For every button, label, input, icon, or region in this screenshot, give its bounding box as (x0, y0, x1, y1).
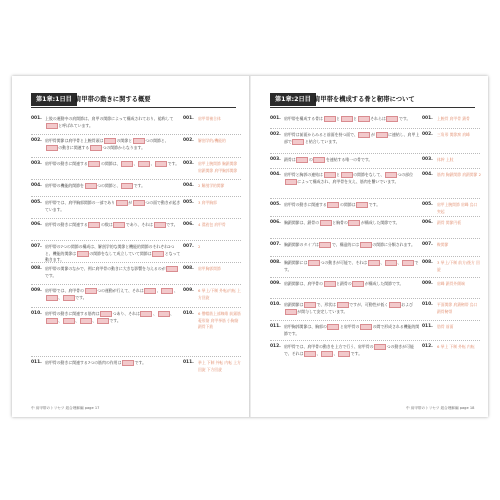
answer-blank (304, 302, 316, 308)
question-text-segment: 、 (133, 161, 138, 167)
answer-text: 3 肩甲胸郭 (198, 200, 217, 205)
answer-blank (88, 222, 100, 228)
question-text-segment: 、 (150, 161, 155, 167)
answer-text: 肩甲帯複合体 (198, 116, 221, 121)
answer-blank (374, 344, 386, 350)
question-text-segment: つの動きが可能で、それは (320, 260, 368, 266)
question-text (45, 138, 181, 152)
answer-blank (341, 116, 353, 122)
question-text-segment: です。 (109, 318, 121, 323)
question-text-segment: と (336, 172, 340, 178)
question-number: 003. (31, 161, 42, 166)
question-number: 001. (270, 116, 281, 121)
question-text-segment: つの動きが可能で、それは (284, 344, 414, 356)
question-number: 002. (270, 132, 281, 137)
question-text-segment: となって動きます。 (45, 250, 181, 263)
answer-text: 3 挙上/下制 前方/後方 回旋 (437, 260, 480, 272)
question-text-segment: です。 (75, 295, 87, 300)
question-text-segment: 肩鎖関節は、肩甲骨の (284, 281, 323, 287)
question-text-segment: 肩甲帯では、肩甲胸郭関節の一部であり (45, 200, 116, 206)
answer-blank (360, 324, 372, 330)
question-number: 002. (31, 138, 42, 143)
row-divider (31, 134, 241, 135)
right-page-title: 肩甲帯を構成する骨と靭帯について (314, 96, 415, 103)
question-number: 010. (270, 302, 281, 307)
answer-text: 6 挙上/下制 外転/内転 上方回旋 (198, 288, 241, 300)
answer-blank (138, 161, 150, 167)
answer-blank (321, 351, 333, 357)
question-number: 006. (270, 220, 281, 225)
question-text-segment: つの関節と、 (145, 138, 169, 144)
answer-blank (158, 311, 170, 317)
answer-text: 挙上 下制 外転 内転 上方回旋 下方回旋 (198, 360, 241, 372)
answer-number: 011. (183, 360, 194, 365)
question-text-segment: です。 (45, 272, 57, 278)
row-divider (270, 153, 480, 154)
question-number: 009. (31, 288, 42, 293)
question-text (284, 302, 420, 316)
answer-blank (360, 242, 372, 248)
question-text-segment: が構成した関節です。 (360, 220, 400, 226)
answer-text: 肩甲上腕関節 肩峰 烏口突起 (437, 202, 478, 214)
question-text (45, 266, 181, 279)
answer-number: 005. (183, 200, 194, 205)
row-divider (31, 240, 241, 241)
question-text (45, 360, 181, 367)
question-text-segment: 、 (380, 260, 385, 266)
question-text (45, 183, 181, 190)
answer-number: 001. (183, 116, 194, 121)
answer-blank (324, 172, 336, 178)
answer-blank (90, 145, 102, 151)
answer-blank (144, 288, 156, 294)
question-number: 011. (270, 324, 281, 329)
question-text (284, 172, 420, 186)
question-text-segment: です。 (167, 161, 180, 167)
row-divider (270, 340, 480, 341)
answer-number: 003. (422, 157, 433, 162)
answer-blank (319, 242, 331, 248)
question-text-segment: 、 (58, 318, 63, 323)
answer-text: 肩甲胸郭関節 (198, 266, 221, 271)
question-number: 005. (270, 202, 281, 207)
answer-blank (85, 288, 97, 294)
question-text-segment: 肩鎖関節は (284, 302, 304, 308)
question-text-segment: つの部位 (397, 172, 413, 178)
question-text-segment: の動きに関連する (58, 145, 90, 150)
answer-blank (320, 220, 332, 226)
question-text-segment: の関節と (116, 138, 133, 144)
answer-blank (358, 116, 370, 122)
question-text (45, 161, 181, 168)
answer-number: 008. (422, 260, 433, 265)
question-number: 011. (31, 360, 42, 365)
row-divider (270, 198, 480, 199)
question-text-segment: と呼ばれています。 (58, 122, 93, 128)
row-divider (270, 298, 480, 299)
answer-text: 筋肉 胸鎖関節 肩鎖関節 2 (437, 172, 482, 177)
question-text-segment: 、 (75, 318, 80, 323)
answer-blank (46, 123, 58, 129)
question-text-segment: と (353, 116, 358, 122)
question-text (284, 242, 420, 249)
question-text-segment: 肩甲骨の動きに関連する (45, 222, 88, 228)
answer-blank (46, 318, 58, 324)
answer-blank (313, 157, 325, 163)
question-text (284, 344, 420, 358)
question-number: 004. (31, 183, 42, 188)
answer-number: 007. (183, 244, 194, 249)
question-text-segment: 、 (173, 288, 178, 294)
answer-blank (376, 132, 388, 138)
answer-blank (348, 220, 360, 226)
answer-blank (338, 351, 350, 357)
question-text-segment: の関節は (339, 202, 356, 208)
open-book (12, 76, 488, 417)
question-number: 004. (270, 172, 281, 177)
question-text-segment: に連結し、肩甲上部で (284, 132, 420, 144)
answer-number: 009. (183, 288, 194, 293)
question-text (284, 202, 420, 209)
question-text-segment: です。 (399, 116, 411, 122)
question-number: 006. (31, 222, 42, 227)
question-text-segment: と胸骨の (332, 220, 348, 226)
question-text-segment: 胸鎖関節には (284, 260, 308, 266)
answer-blank (121, 161, 133, 167)
row-divider (270, 128, 480, 129)
answer-blank (154, 222, 166, 228)
question-text-segment: の関節をなして成立していて関節は (89, 250, 152, 256)
question-text-segment: で、形状は (316, 302, 337, 308)
answer-number: 004. (422, 172, 433, 177)
answer-blank (292, 139, 304, 145)
question-text-segment: が (128, 200, 133, 206)
question-text-segment: 肩甲骨は前面からみると前面を持つ面で、 (284, 132, 358, 138)
question-text-segment: の関節をなして、 (353, 172, 385, 178)
answer-number: 007. (422, 242, 433, 247)
row-divider (270, 320, 480, 321)
answer-blank (385, 260, 397, 266)
right-page (256, 76, 484, 417)
question-text-segment: の関節は、 (100, 161, 121, 167)
question-text-segment: つの面で動きが起きています。 (45, 200, 181, 212)
row-divider (270, 238, 480, 239)
question-number: 001. (31, 116, 42, 121)
question-text (45, 200, 181, 213)
answer-text: 2 解剖学的関節 (198, 183, 225, 188)
question-text (45, 244, 181, 264)
question-text (284, 132, 420, 146)
question-text-segment: 、 (153, 311, 157, 317)
answer-blank (104, 138, 116, 144)
question-text-segment: であり、それは (125, 222, 154, 228)
question-text-segment: 鎖骨は (284, 157, 296, 163)
answer-text: 4 滑液包 肩甲骨 (198, 222, 226, 227)
answer-text: 鎖骨 関節円板 (437, 220, 461, 225)
row-divider (31, 157, 241, 158)
right-chapter-badge: 第1章:2日目 (270, 93, 316, 106)
row-divider (31, 196, 241, 197)
row-divider (270, 277, 480, 278)
answer-blank (285, 309, 297, 315)
answer-blank (88, 161, 100, 167)
answer-number: 003. (183, 161, 194, 166)
answer-blank (358, 132, 370, 138)
question-text (284, 260, 420, 273)
question-text-segment: 、 (333, 351, 338, 356)
answer-number: 004. (183, 183, 194, 188)
question-number: 012. (270, 344, 281, 349)
question-text-segment: 、 (397, 260, 402, 266)
answer-blank (385, 172, 397, 178)
answer-text: 三角形 関節窩 肩峰 (437, 132, 470, 137)
question-text-segment: が関与して安定しています。 (297, 309, 348, 314)
question-text-segment: と (336, 116, 340, 122)
answer-number: 009. (422, 281, 433, 286)
row-divider (31, 307, 241, 308)
answer-text: 2 (198, 244, 201, 249)
answer-text: 肩峰 鎖骨外側端 (437, 281, 465, 286)
answer-blank (304, 351, 316, 357)
question-text-segment: つの関節と、 (97, 183, 121, 189)
answer-number: 011. (422, 324, 433, 329)
question-text (284, 220, 420, 227)
answer-text: 肩甲上腕関節 胸鎖関節 肩鎖関節 肩甲胸郭関節 (198, 161, 238, 173)
answer-text: 肋骨 前面 (437, 324, 454, 329)
question-text-segment: と鎖骨の (336, 281, 352, 287)
question-text-segment: が構成した関節です。 (364, 281, 404, 287)
left-footer: 中 肩甲帯のトリセツ 総合理解編 page 17 (31, 406, 100, 410)
question-text (284, 324, 420, 337)
answer-blank (389, 302, 401, 308)
answer-blank (63, 295, 75, 301)
question-text-segment: 肩甲帯では、肩甲骨の (45, 288, 84, 294)
left-chapter-badge: 第1章:1日目 (31, 93, 77, 106)
row-divider (31, 218, 241, 219)
question-text-segment: と結合しています。 (304, 139, 340, 144)
question-text-segment: 肩甲帯の動きに関連する (45, 161, 88, 167)
answer-number: 006. (183, 222, 194, 227)
question-text-segment: です。 (133, 183, 145, 189)
question-text-segment: つの関節からなります。 (102, 145, 145, 150)
question-text (284, 281, 420, 288)
answer-blank (166, 266, 178, 272)
question-number: 009. (270, 281, 281, 286)
answer-text: 6 挙上 下制 外転 内転 (437, 344, 475, 349)
answer-blank (85, 183, 97, 189)
answer-blank (77, 251, 89, 257)
question-text-segment: の数は (100, 222, 113, 228)
answer-blank (161, 288, 173, 294)
row-divider (31, 356, 241, 357)
answer-number: 002. (422, 132, 433, 137)
answer-blank (46, 295, 58, 301)
row-divider (270, 216, 480, 217)
answer-number: 005. (422, 202, 433, 207)
answer-blank (80, 318, 92, 324)
answer-blank (133, 138, 145, 144)
answer-blank (116, 200, 128, 206)
question-text-segment: ですが、可動性が低く (349, 302, 389, 308)
question-number: 010. (31, 311, 42, 316)
answer-number: 008. (183, 266, 194, 271)
question-text (45, 311, 181, 325)
question-number: 008. (270, 260, 281, 265)
question-text (45, 288, 181, 302)
answer-blank (121, 183, 133, 189)
question-text-segment: 上肢の運動中の肩関節は、肩甲の関節によって構成されており、総称して (45, 116, 174, 121)
question-text-segment: 肩甲骨の動きに関連する筋肉は (45, 311, 100, 317)
row-divider (270, 256, 480, 257)
book-spine (249, 76, 251, 417)
answer-text: 平面関節 肩鎖靭帯 烏口鎖骨靭帯 (437, 302, 478, 314)
answer-blank (324, 281, 336, 287)
answer-blank (152, 251, 164, 257)
question-text-segment: 肩甲骨の動きに関連する (284, 202, 327, 208)
answer-blank (386, 116, 398, 122)
row-divider (31, 262, 241, 263)
question-text-segment: によって構成され、肩甲骨を支え、筋肉を繋いでいます。 (297, 179, 399, 184)
answer-blank (341, 172, 353, 178)
answer-blank (402, 260, 414, 266)
answer-blank (97, 318, 109, 324)
question-text-segment: 、 (156, 288, 161, 294)
right-header (270, 93, 475, 108)
row-divider (31, 179, 241, 180)
question-number: 008. (31, 266, 42, 271)
answer-blank (327, 202, 339, 208)
question-text-segment: の (308, 157, 313, 163)
answer-blank (356, 202, 368, 208)
answer-text: 6 僧帽筋上部線維 前鋸筋 菱形筋 肩甲挙筋 小胸筋 鎖骨下筋 (198, 311, 241, 330)
question-text-segment: と肩甲骨の (339, 324, 360, 330)
answer-number: 010. (183, 311, 194, 316)
question-number: 007. (31, 244, 42, 249)
answer-number: 006. (422, 220, 433, 225)
question-text-segment: の間で形成される機能的関節です。 (284, 324, 420, 336)
answer-blank (337, 302, 349, 308)
answer-blank (327, 324, 339, 330)
answer-text: 体幹 上肢 (437, 157, 454, 162)
question-text-segment: および (401, 302, 413, 308)
question-text-segment: 肩甲骨の動きに関連する7つの筋肉の作用は (45, 360, 122, 366)
question-text-segment: です。 (134, 360, 146, 366)
question-text-segment: です。 (368, 202, 381, 208)
answer-text: 解剖学的/機能的 (198, 138, 226, 143)
question-text-segment: で、構造的には (332, 242, 360, 248)
answer-blank (324, 116, 336, 122)
question-text-segment: 、 (92, 318, 97, 323)
question-text-segment: 肩甲骨では、肩甲骨の動きを上方で行う、肩甲骨の (284, 344, 374, 350)
question-text-segment: 胸鎖関節は、鎖骨の (284, 220, 320, 226)
answer-text: 上腕骨 肩甲骨 鎖骨 (437, 116, 470, 121)
row-divider (270, 168, 480, 169)
question-number: 003. (270, 157, 281, 162)
question-text (284, 116, 420, 123)
question-text-segment: それらは (370, 116, 386, 122)
answer-blank (368, 260, 380, 266)
answer-blank (63, 318, 75, 324)
answer-number: 002. (183, 138, 194, 143)
answer-blank (296, 157, 308, 163)
left-page-title: 肩甲帯の動きに関する概要 (75, 96, 151, 103)
answer-blank (285, 179, 297, 185)
question-text-segment: です。 (166, 222, 178, 228)
question-text-segment: です。 (284, 260, 419, 272)
answer-blank (133, 200, 145, 206)
question-text-segment: 、 (316, 351, 321, 356)
answer-number: 001. (422, 116, 433, 121)
row-divider (31, 284, 241, 285)
question-number: 007. (270, 242, 281, 247)
question-text (45, 222, 181, 229)
left-header (31, 93, 236, 108)
answer-number: 012. (422, 344, 433, 349)
answer-blank (122, 360, 134, 366)
answer-blank (113, 222, 125, 228)
question-text-segment: つあり、それは (112, 311, 140, 317)
question-text-segment: 肩甲帯の機能的関節を (45, 183, 84, 189)
question-text-segment: です。 (350, 351, 363, 356)
question-text-segment: が (371, 132, 375, 138)
question-text-segment: 肩甲帯を構成する骨は (284, 116, 323, 122)
answer-blank (140, 311, 152, 317)
question-text-segment: 胸鎖関節のタイプは (284, 242, 319, 248)
question-text-segment: を連結する唯一の骨です。 (325, 157, 373, 163)
right-footer: 中 肩甲帯のトリセツ 総合理解編 page 18 (406, 406, 475, 410)
answer-blank (46, 145, 58, 151)
left-page (17, 76, 245, 417)
answer-blank (352, 281, 364, 287)
question-text-segment: の関節に分類されます。 (372, 242, 415, 248)
answer-text: 鞍関節 (437, 242, 449, 247)
answer-blank (308, 260, 320, 266)
answer-number: 010. (422, 302, 433, 307)
answer-blank (155, 161, 167, 167)
question-number: 005. (31, 200, 42, 205)
question-text-segment: つの運動が行えて、それは (97, 288, 144, 294)
question-text-segment: 肩甲胸郭関節は、胸郭の (284, 324, 327, 330)
question-text-segment: 肩甲骨関節は肩甲骨と上腕骨頭は (45, 138, 104, 144)
question-text-segment: 肩甲帯の7つの関節の構成は、解剖学的な関節と機能的関節のそれぞれ2つと、機能的関節は (45, 244, 175, 256)
answer-blank (100, 311, 112, 317)
question-text-segment: 、 (58, 295, 63, 300)
question-text (284, 157, 420, 164)
question-text (45, 116, 181, 129)
question-text-segment: 、 (170, 311, 175, 317)
question-text-segment: 肩甲帯の関節のなかで、例に肩甲骨の動きに大きな影響を与えるのが (45, 266, 166, 272)
question-text-segment: 肩甲骨と胸郭の連結は (284, 172, 323, 178)
